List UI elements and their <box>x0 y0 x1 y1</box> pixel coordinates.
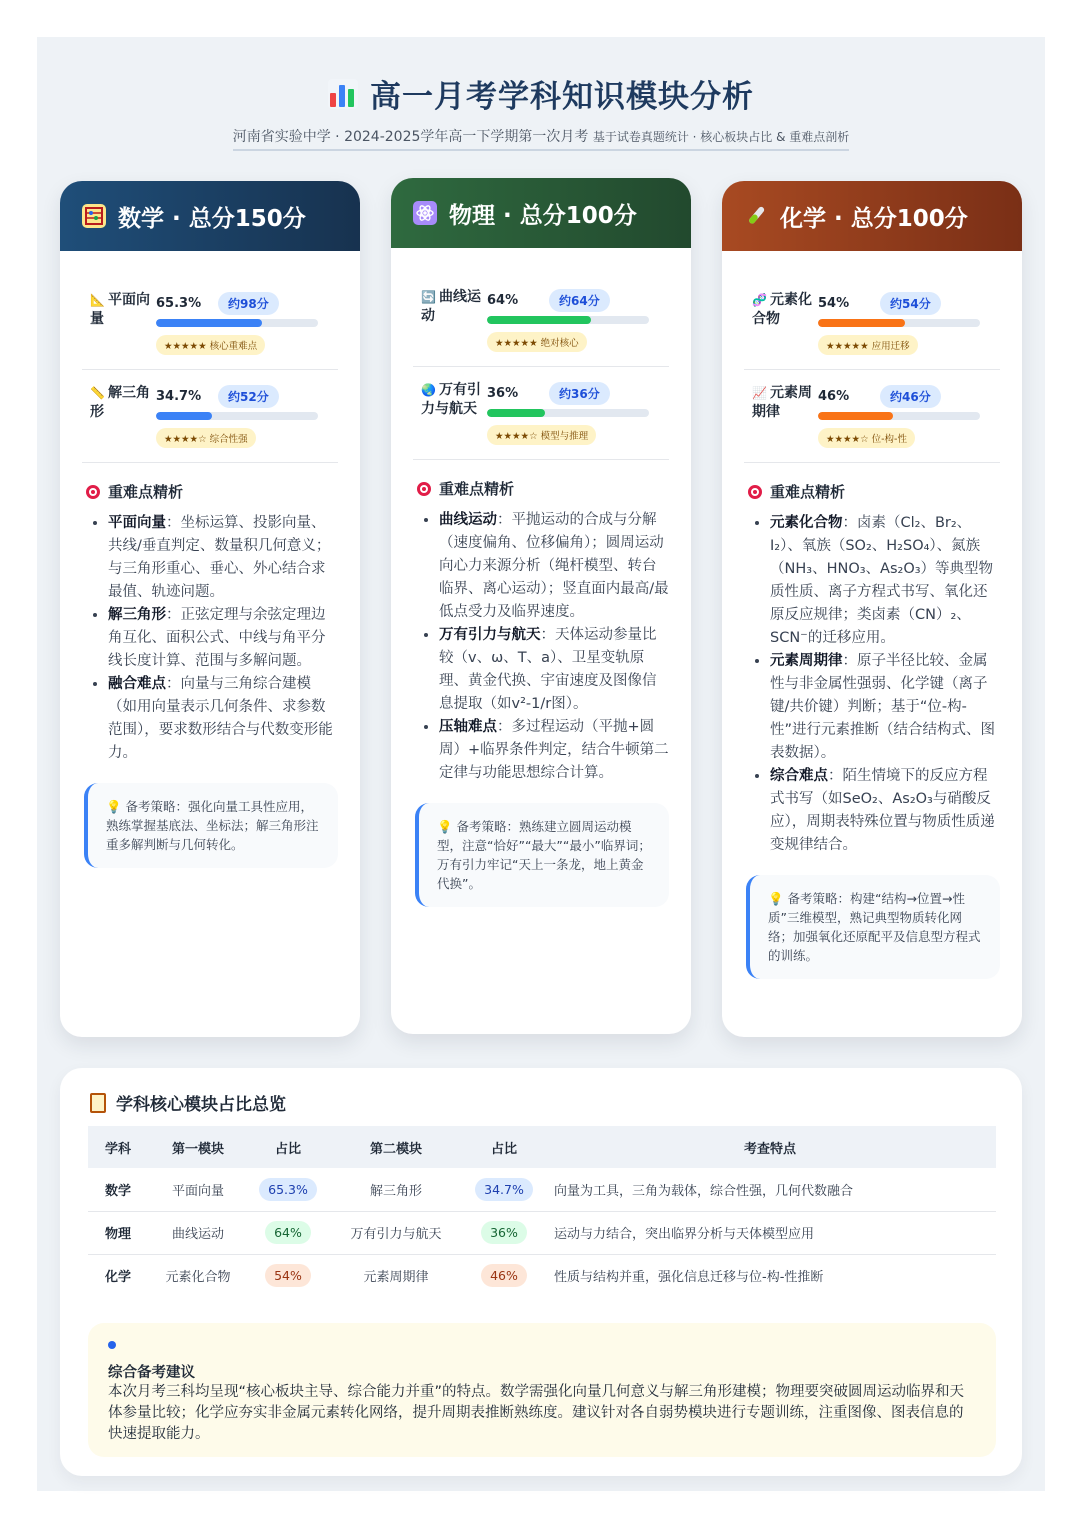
column-header: 考查特点 <box>743 1141 796 1157</box>
module-name: 📐 平面向量 <box>90 292 150 327</box>
difficulty-tag: ★★★★☆ 位-构-性 <box>818 428 915 448</box>
target-icon <box>417 482 431 496</box>
progress-bar <box>818 412 980 420</box>
module-cell: 元素周期律 <box>363 1270 429 1286</box>
module-name: 🔄 曲线运动 <box>421 289 481 324</box>
module-percent: 54% <box>818 295 850 311</box>
feature-cell: 运动与力结合，突出临界分析与天体模型应用 <box>554 1227 815 1242</box>
focus-title: 重难点精析 <box>413 478 669 499</box>
progress-fill <box>818 319 905 327</box>
ratio-pill: 64% <box>265 1221 311 1244</box>
module-cell: 解三角形 <box>369 1183 422 1199</box>
module-percent: 36% <box>487 385 519 401</box>
math-modules <box>60 251 360 463</box>
progress-bar <box>487 409 649 417</box>
focus-point: • 融合难点：向量与三角综合建模（如用向量表示几何条件、求参数范围），要求数形结合与代数变形能力。 <box>108 673 338 765</box>
advice-title: 综合备考建议 <box>108 1365 195 1381</box>
module-percent: 64% <box>487 292 519 308</box>
ratio-pill: 65.3% <box>259 1178 317 1201</box>
bullet-dot-icon <box>108 1341 116 1349</box>
ruler-triangle-icon: 📐 <box>90 293 105 307</box>
chemistry-focus <box>722 481 1022 857</box>
feature-cell: 向量为工具，三角为载体，综合性强，几何代数融合 <box>554 1183 854 1199</box>
progress-fill <box>818 412 893 420</box>
focus-points <box>413 509 669 785</box>
difficulty-tag: ★★★★☆ 模型与推理 <box>487 425 596 445</box>
cycle-icon: 🔄 <box>421 290 436 304</box>
focus-point: • 元素化合物：卤素（Cl₂、Br₂、I₂）、氧族（SO₂、H₂SO₄）、氮族（NH₃、HNO₃、As₂O₃）等典型物质性质、离子方程式书写、氧化还原反应规律；类卤素（CN）₂、SCN⁻的迁移应用。 <box>770 512 1000 650</box>
clipboard-icon <box>90 1093 106 1113</box>
physics-modules <box>391 248 691 460</box>
progress-bar <box>487 316 649 324</box>
table-row <box>88 1168 996 1211</box>
overview-table <box>88 1126 996 1297</box>
abacus-icon <box>82 204 106 228</box>
overview-panel <box>60 1068 1022 1476</box>
difficulty-tag: ★★★★★ 核心重难点 <box>156 335 265 355</box>
column-header: 第二模块 <box>369 1141 422 1157</box>
globe-icon: 🌏 <box>421 383 436 397</box>
focus-point: • 元素周期律：原子半径比较、金属性与非金属性强弱、化学键（离子键/共价键）判断；基于“位-构-性”进行元素推断（结合结构式、图表数据）。 <box>770 650 1000 765</box>
feature-cell: 性质与结构并重，强化信息迁移与位-构-性推断 <box>554 1270 824 1286</box>
module-cell: 万有引力与航天 <box>350 1227 442 1242</box>
trend-chart-icon: 📈 <box>752 386 767 400</box>
module-percent: 34.7% <box>156 388 202 404</box>
math-card <box>60 181 360 1037</box>
difficulty-tag: ★★★★☆ 综合性强 <box>156 428 256 448</box>
overview-title: 学科核心模块占比总览 <box>90 1090 286 1115</box>
chemistry-card-header <box>722 181 1022 251</box>
lightbulb-icon: 💡 <box>106 799 126 814</box>
progress-bar <box>156 319 318 327</box>
progress-fill <box>156 319 262 327</box>
bar-chart-icon <box>328 79 358 109</box>
column-header: 占比 <box>490 1141 517 1157</box>
physics-focus <box>391 478 691 785</box>
focus-point: • 曲线运动：平抛运动的合成与分解（速度偏角、位移偏角）；圆周运动向心力来源分析（绳杆模型、转台临界、离心运动）；竖直面内最高/最低点受力及临界速度。 <box>439 509 669 624</box>
ruler-icon: 📏 <box>90 386 105 400</box>
ratio-pill: 54% <box>265 1264 311 1287</box>
focus-points <box>82 512 338 765</box>
test-tube-icon <box>744 204 768 228</box>
ratio-pill: 36% <box>481 1221 527 1244</box>
module-cell: 平面向量 <box>171 1183 224 1199</box>
module-item <box>744 291 1000 370</box>
math-card-header <box>60 181 360 251</box>
difficulty-tag: ★★★★★ 绝对核心 <box>487 332 587 352</box>
progress-bar <box>156 412 318 420</box>
chemistry-card-title: 化学 · 总分100分 <box>780 205 968 232</box>
module-score-badge: 约54分 <box>880 292 941 315</box>
module-item <box>744 370 1000 463</box>
column-header: 第一模块 <box>171 1141 224 1157</box>
physics-card-header <box>391 178 691 248</box>
advice-text: 本次月考三科均呈现“核心板块主导、综合能力并重”的特点。数学需强化向量几何意义与解三角形建模；物理要突破圆周运动临界和天体参量比较；化学应夯实非金属元素转化网络，提升周期表推断熟练度。建议针对各自弱势模块进行专题训练，注重图像、图表信息的快速提取能力。 <box>108 1384 965 1442</box>
chemistry-card <box>722 181 1022 1037</box>
module-score-badge: 约36分 <box>549 382 610 405</box>
focus-title: 重难点精析 <box>82 481 338 502</box>
module-item <box>413 367 669 460</box>
page-title-row <box>328 71 754 116</box>
table-row <box>88 1254 996 1297</box>
progress-bar <box>818 319 980 327</box>
lightbulb-icon: 💡 <box>437 819 457 834</box>
atom-icon <box>413 201 437 225</box>
focus-point: • 万有引力与航天：天体运动参量比较（v、ω、T、a）、卫星变轨原理、黄金代换、宇宙速度及图像信息提取（如v²-1/r图）。 <box>439 624 669 716</box>
chemistry-modules <box>722 251 1022 463</box>
focus-title: 重难点精析 <box>744 481 1000 502</box>
column-header: 学科 <box>104 1141 131 1157</box>
table-row <box>88 1211 996 1254</box>
page-subtitle <box>233 126 850 151</box>
strategy-tip: 💡 备考策略：构建“结构→位置→性质”三维模型，熟记典型物质转化网络；加强氧化还原配平及信息型方程式的训练。 <box>746 875 1000 979</box>
subject-cell: 数学 <box>104 1183 131 1199</box>
module-score-badge: 约64分 <box>549 289 610 312</box>
ratio-pill: 34.7% <box>475 1178 533 1201</box>
module-name: 📏 解三角形 <box>90 385 150 420</box>
module-score-badge: 约98分 <box>218 292 279 315</box>
module-name: 🌏 万有引力与航天 <box>421 382 481 417</box>
module-score-badge: 约52分 <box>218 385 279 408</box>
module-item <box>413 288 669 367</box>
strategy-tip: 💡 备考策略：熟练建立圆周运动模型，注意“恰好”“最大”“最小”临界词；万有引力牢记“天上一条龙，地上黄金代换”。 <box>415 803 669 907</box>
difficulty-tag: ★★★★★ 应用迁移 <box>818 335 918 355</box>
table-header-row <box>88 1126 996 1168</box>
column-header: 占比 <box>274 1141 301 1157</box>
focus-points <box>744 512 1000 857</box>
math-focus <box>60 481 360 765</box>
physics-card <box>391 178 691 1034</box>
progress-fill <box>156 412 212 420</box>
subject-cell: 物理 <box>104 1227 131 1242</box>
module-name: 📈 元素周期律 <box>752 385 812 420</box>
subject-cell: 化学 <box>104 1270 131 1286</box>
focus-point: • 压轴难点：多过程运动（平抛+圆周）+临界条件判定，结合牛顿第二定律与功能思想综合计算。 <box>439 716 669 785</box>
module-cell: 元素化合物 <box>165 1270 231 1286</box>
focus-point: • 综合难点：陌生情境下的反应方程式书写（如SeO₂、As₂O₃与硝酸反应），周期表特殊位置与物质性质递变规律结合。 <box>770 765 1000 857</box>
progress-fill <box>487 409 545 417</box>
focus-point: • 平面向量：坐标运算、投影向量、共线/垂直判定、数量积几何意义；与三角形重心、垂心、外心结合求最值、轨迹问题。 <box>108 512 338 604</box>
target-icon <box>86 485 100 499</box>
advice-box <box>88 1323 996 1457</box>
focus-point: • 解三角形：正弦定理与余弦定理边角互化、面积公式、中线与角平分线长度计算、范围与多解问题。 <box>108 604 338 673</box>
header <box>37 71 1045 151</box>
subtitle-note: 基于试卷真题统计 · 核心板块占比 & 重难点剖析 <box>592 130 850 144</box>
lightbulb-icon: 💡 <box>768 891 788 906</box>
module-item <box>82 291 338 370</box>
module-item <box>82 370 338 463</box>
ratio-pill: 46% <box>481 1264 527 1287</box>
math-card-title: 数学 · 总分150分 <box>118 205 306 232</box>
module-score-badge: 约46分 <box>880 385 941 408</box>
target-icon <box>748 485 762 499</box>
module-percent: 46% <box>818 388 850 404</box>
page <box>37 37 1045 1491</box>
module-cell: 曲线运动 <box>171 1227 224 1242</box>
module-percent: 65.3% <box>156 295 202 311</box>
subtitle-main: 河南省实验中学 · 2024-2025学年高一下学期第一次月考 <box>232 129 589 145</box>
page-title: 高一月考学科知识模块分析 <box>370 79 754 115</box>
physics-card-title: 物理 · 总分100分 <box>449 202 637 229</box>
module-name: 🧬 元素化合物 <box>752 292 812 327</box>
dna-icon: 🧬 <box>752 293 767 307</box>
strategy-tip: 💡 备考策略：强化向量工具性应用，熟练掌握基底法、坐标法；解三角形注重多解判断与几何转化。 <box>84 783 338 868</box>
progress-fill <box>487 316 591 324</box>
